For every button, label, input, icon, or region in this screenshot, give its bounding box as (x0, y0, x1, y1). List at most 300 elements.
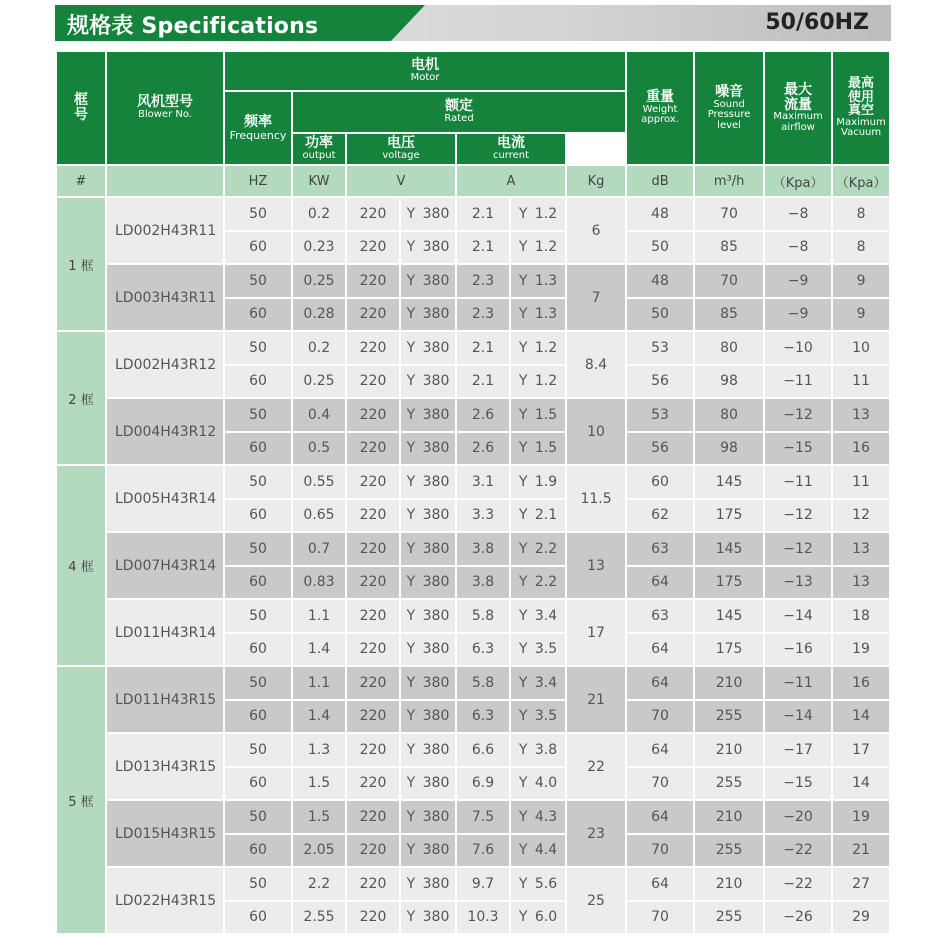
cell-vacuum: −12 (765, 533, 831, 565)
voltage-y-prefix: Y (406, 239, 416, 256)
header-vacuum-cn1: 最高 (848, 76, 875, 92)
cell-pressure: 9 (833, 299, 889, 331)
header-vacuum-cn2: 使用 (848, 89, 875, 105)
cell-power: 0.23 (293, 232, 345, 264)
current-y-value: 1.3 (534, 306, 558, 323)
header-noise-en2: Pressure (707, 109, 751, 121)
cell-airflow: 255 (695, 902, 763, 934)
cell-pressure: 11 (833, 366, 889, 398)
model-name: LD011H43R15 (107, 667, 223, 732)
cell-current-y (511, 634, 565, 666)
cell-voltage-220: 220 (347, 868, 399, 900)
cell-voltage-y (401, 299, 455, 331)
unit-airflow: m³/h (695, 166, 763, 196)
cell-voltage-y (401, 466, 455, 498)
model-name: LD007H43R14 (107, 533, 223, 598)
current-y-prefix: Y (518, 306, 528, 323)
cell-noise: 53 (627, 332, 693, 364)
voltage-y-prefix: Y (406, 708, 416, 725)
cell-vacuum: −11 (765, 466, 831, 498)
current-y-value: 3.5 (534, 641, 558, 658)
voltage-y-value: 380 (422, 842, 450, 859)
cell-voltage-y (401, 500, 455, 532)
voltage-y-value: 380 (422, 875, 450, 892)
cell-pressure: 29 (833, 902, 889, 934)
cell-power: 1.4 (293, 634, 345, 666)
cell-power: 0.83 (293, 567, 345, 599)
cell-pressure: 13 (833, 399, 889, 431)
cell-power: 2.2 (293, 868, 345, 900)
cell-voltage-y (401, 835, 455, 867)
cell-current-y (511, 667, 565, 699)
cell-pressure: 9 (833, 265, 889, 297)
header-model (107, 52, 223, 164)
current-y-prefix: Y (518, 909, 528, 926)
cell-current-220: 2.1 (457, 332, 509, 364)
cell-noise: 60 (627, 466, 693, 498)
voltage-y-value: 380 (422, 205, 450, 222)
cell-vacuum: −9 (765, 299, 831, 331)
cell-voltage-220: 220 (347, 332, 399, 364)
cell-voltage-220: 220 (347, 399, 399, 431)
cell-noise: 64 (627, 634, 693, 666)
cell-current-y (511, 533, 565, 565)
cell-noise: 70 (627, 701, 693, 733)
cell-airflow: 98 (695, 366, 763, 398)
current-y-prefix: Y (518, 440, 528, 457)
cell-power: 1.5 (293, 768, 345, 800)
header-voltage-cn: 电压 (387, 135, 415, 152)
cell-voltage-220: 220 (347, 701, 399, 733)
current-y-value: 2.2 (534, 540, 558, 557)
header-weight-en1: Weight (642, 103, 678, 115)
voltage-y-value: 380 (422, 272, 450, 289)
header-weight (627, 52, 693, 164)
current-y-prefix: Y (518, 473, 528, 490)
cell-noise: 70 (627, 768, 693, 800)
cell-pressure: 14 (833, 701, 889, 733)
cell-voltage-220: 220 (347, 835, 399, 867)
frame-label: 5 框 (57, 667, 105, 933)
cell-vacuum: −20 (765, 801, 831, 833)
cell-power: 0.7 (293, 533, 345, 565)
cell-current-y (511, 835, 565, 867)
unit-voltage: V (347, 166, 455, 196)
cell-current-220: 6.9 (457, 768, 509, 800)
header-vacuum-en2: Vacuum (841, 127, 882, 139)
cell-current-220: 2.3 (457, 299, 509, 331)
cell-noise: 70 (627, 835, 693, 867)
voltage-y-prefix: Y (406, 641, 416, 658)
cell-voltage-y (401, 701, 455, 733)
current-y-value: 3.8 (534, 741, 558, 758)
cell-voltage-y (401, 902, 455, 934)
cell-power: 1.1 (293, 600, 345, 632)
cell-vacuum: −26 (765, 902, 831, 934)
model-name: LD005H43R14 (107, 466, 223, 531)
cell-vacuum: −13 (765, 567, 831, 599)
current-y-prefix: Y (518, 272, 528, 289)
cell-vacuum: −11 (765, 366, 831, 398)
cell-power: 0.25 (293, 366, 345, 398)
table-row (57, 399, 891, 431)
voltage-y-value: 380 (422, 741, 450, 758)
header-frame-label: 框号 (74, 92, 88, 123)
cell-vacuum: −14 (765, 701, 831, 733)
header-airflow-cn2: 流量 (784, 96, 813, 113)
cell-voltage-y (401, 433, 455, 465)
cell-current-220: 5.8 (457, 600, 509, 632)
voltage-y-value: 380 (422, 406, 450, 423)
cell-current-y (511, 265, 565, 297)
voltage-y-prefix: Y (406, 406, 416, 423)
cell-voltage-y (401, 768, 455, 800)
units-row (57, 166, 891, 196)
cell-vacuum: −12 (765, 500, 831, 532)
current-y-value: 2.1 (534, 507, 558, 524)
voltage-y-prefix: Y (406, 373, 416, 390)
cell-current-220: 6.3 (457, 701, 509, 733)
cell-voltage-220: 220 (347, 768, 399, 800)
header-weight-en2: approx. (641, 114, 679, 126)
current-y-prefix: Y (518, 205, 528, 222)
header-airflow (765, 52, 831, 164)
cell-pressure: 8 (833, 232, 889, 264)
cell-airflow: 70 (695, 198, 763, 230)
cell-power: 0.5 (293, 433, 345, 465)
voltage-y-prefix: Y (406, 306, 416, 323)
cell-current-y (511, 868, 565, 900)
cell-pressure: 12 (833, 500, 889, 532)
voltage-y-value: 380 (422, 775, 450, 792)
unit-weight: Kg (567, 166, 625, 196)
header-vacuum (833, 52, 889, 164)
page-title: 规格表 Specifications (67, 14, 319, 39)
cell-voltage-220: 220 (347, 299, 399, 331)
cell-pressure: 14 (833, 768, 889, 800)
cell-current-220: 2.1 (457, 198, 509, 230)
cell-voltage-220: 220 (347, 567, 399, 599)
cell-current-220: 10.3 (457, 902, 509, 934)
cell-voltage-y (401, 232, 455, 264)
cell-pressure: 13 (833, 567, 889, 599)
cell-power: 1.1 (293, 667, 345, 699)
model-name: LD013H43R15 (107, 734, 223, 799)
current-y-prefix: Y (518, 373, 528, 390)
current-y-prefix: Y (518, 641, 528, 658)
cell-voltage-y (401, 198, 455, 230)
cell-noise: 56 (627, 433, 693, 465)
cell-voltage-220: 220 (347, 265, 399, 297)
header-noise-en3: level (717, 119, 741, 131)
header-current (457, 134, 565, 164)
cell-power: 2.05 (293, 835, 345, 867)
unit-model (107, 166, 223, 196)
cell-airflow: 145 (695, 466, 763, 498)
current-y-prefix: Y (518, 507, 528, 524)
cell-power: 2.55 (293, 902, 345, 934)
cell-voltage-y (401, 399, 455, 431)
cell-voltage-220: 220 (347, 801, 399, 833)
cell-voltage-220: 220 (347, 500, 399, 532)
header-model-cn: 风机型号 (137, 94, 193, 111)
cell-noise: 56 (627, 366, 693, 398)
cell-weight: 7 (567, 265, 625, 330)
cell-weight: 22 (567, 734, 625, 799)
cell-airflow: 210 (695, 801, 763, 833)
cell-airflow: 98 (695, 433, 763, 465)
current-y-prefix: Y (518, 708, 528, 725)
header-frequency (225, 92, 291, 164)
cell-frequency: 50 (225, 734, 291, 766)
cell-current-220: 3.1 (457, 466, 509, 498)
cell-noise: 64 (627, 567, 693, 599)
header-vacuum-en1: Maximum (836, 116, 886, 128)
cell-voltage-220: 220 (347, 198, 399, 230)
cell-current-220: 7.6 (457, 835, 509, 867)
current-y-value: 1.2 (534, 373, 558, 390)
cell-noise: 63 (627, 600, 693, 632)
cell-frequency: 60 (225, 567, 291, 599)
cell-power: 0.2 (293, 332, 345, 364)
current-y-value: 4.3 (534, 808, 558, 825)
cell-power: 0.28 (293, 299, 345, 331)
cell-vacuum: −16 (765, 634, 831, 666)
cell-frequency: 50 (225, 868, 291, 900)
cell-frequency: 60 (225, 768, 291, 800)
unit-frequency: HZ (225, 166, 291, 196)
cell-weight: 21 (567, 667, 625, 732)
cell-noise: 50 (627, 299, 693, 331)
current-y-value: 4.4 (534, 842, 558, 859)
voltage-y-prefix: Y (406, 339, 416, 356)
cell-pressure: 18 (833, 600, 889, 632)
voltage-y-prefix: Y (406, 205, 416, 222)
current-y-prefix: Y (518, 741, 528, 758)
header-power (293, 134, 345, 164)
voltage-y-prefix: Y (406, 808, 416, 825)
cell-voltage-220: 220 (347, 902, 399, 934)
cell-frequency: 50 (225, 533, 291, 565)
cell-frequency: 50 (225, 399, 291, 431)
voltage-y-prefix: Y (406, 909, 416, 926)
cell-airflow: 85 (695, 232, 763, 264)
cell-airflow: 255 (695, 768, 763, 800)
current-y-value: 1.2 (534, 205, 558, 222)
cell-current-y (511, 567, 565, 599)
cell-voltage-y (401, 265, 455, 297)
cell-voltage-220: 220 (347, 433, 399, 465)
current-y-prefix: Y (518, 574, 528, 591)
cell-airflow: 210 (695, 734, 763, 766)
cell-pressure: 27 (833, 868, 889, 900)
cell-frequency: 50 (225, 600, 291, 632)
cell-voltage-y (401, 734, 455, 766)
header-frequency-cn: 频率 (244, 113, 272, 130)
cell-current-y (511, 466, 565, 498)
header-frequency-en: Frequency (229, 128, 287, 142)
cell-vacuum: −22 (765, 868, 831, 900)
table-row (57, 265, 891, 297)
cell-voltage-y (401, 332, 455, 364)
voltage-y-value: 380 (422, 574, 450, 591)
cell-current-y (511, 198, 565, 230)
current-y-prefix: Y (518, 540, 528, 557)
table-row (57, 332, 891, 364)
cell-current-220: 6.6 (457, 734, 509, 766)
current-y-prefix: Y (518, 808, 528, 825)
header-power-en: output (302, 150, 336, 162)
voltage-y-prefix: Y (406, 540, 416, 557)
unit-current: A (457, 166, 565, 196)
cell-frequency: 60 (225, 902, 291, 934)
current-y-value: 4.0 (534, 775, 558, 792)
cell-voltage-y (401, 533, 455, 565)
frame-label: 1 框 (57, 198, 105, 330)
cell-airflow: 175 (695, 500, 763, 532)
cell-noise: 64 (627, 801, 693, 833)
voltage-y-value: 380 (422, 473, 450, 490)
cell-frequency: 60 (225, 433, 291, 465)
voltage-y-value: 380 (422, 708, 450, 725)
frequency-label: 50/60HZ (765, 10, 869, 35)
cell-noise: 64 (627, 734, 693, 766)
cell-noise: 62 (627, 500, 693, 532)
cell-voltage-220: 220 (347, 466, 399, 498)
voltage-y-prefix: Y (406, 473, 416, 490)
voltage-y-prefix: Y (406, 674, 416, 691)
header-motor-cn: 电机 (411, 57, 440, 74)
cell-voltage-y (401, 567, 455, 599)
cell-frequency: 50 (225, 801, 291, 833)
cell-current-220: 9.7 (457, 868, 509, 900)
cell-frequency: 60 (225, 366, 291, 398)
cell-airflow: 175 (695, 567, 763, 599)
cell-weight: 25 (567, 868, 625, 933)
current-y-prefix: Y (518, 842, 528, 859)
cell-current-y (511, 801, 565, 833)
voltage-y-prefix: Y (406, 272, 416, 289)
voltage-y-prefix: Y (406, 607, 416, 624)
cell-current-220: 2.3 (457, 265, 509, 297)
current-y-prefix: Y (518, 674, 528, 691)
cell-noise: 48 (627, 198, 693, 230)
header-rated (293, 92, 625, 132)
cell-pressure: 17 (833, 734, 889, 766)
cell-weight: 17 (567, 600, 625, 665)
cell-power: 0.55 (293, 466, 345, 498)
voltage-y-value: 380 (422, 909, 450, 926)
cell-frequency: 60 (225, 500, 291, 532)
header-airflow-en1: Maximum (773, 111, 823, 123)
cell-weight: 11.5 (567, 466, 625, 531)
cell-current-220: 7.5 (457, 801, 509, 833)
cell-voltage-220: 220 (347, 600, 399, 632)
table-row (57, 533, 891, 565)
cell-current-y (511, 600, 565, 632)
current-y-prefix: Y (518, 875, 528, 892)
cell-current-220: 5.8 (457, 667, 509, 699)
cell-frequency: 50 (225, 198, 291, 230)
header-rated-en: Rated (444, 113, 474, 125)
table-row (57, 868, 891, 900)
cell-airflow: 80 (695, 399, 763, 431)
cell-current-220: 6.3 (457, 634, 509, 666)
frame-label: 2 框 (57, 332, 105, 464)
header-model-en: Blower No. (138, 109, 192, 121)
current-y-value: 3.5 (534, 708, 558, 725)
voltage-y-value: 380 (422, 339, 450, 356)
cell-airflow: 85 (695, 299, 763, 331)
model-name: LD022H43R15 (107, 868, 223, 933)
model-name: LD015H43R15 (107, 801, 223, 866)
cell-voltage-220: 220 (347, 667, 399, 699)
current-y-value: 1.2 (534, 239, 558, 256)
cell-current-220: 3.8 (457, 567, 509, 599)
model-name: LD002H43R12 (107, 332, 223, 397)
cell-weight: 6 (567, 198, 625, 263)
voltage-y-value: 380 (422, 808, 450, 825)
cell-noise: 48 (627, 265, 693, 297)
cell-weight: 23 (567, 801, 625, 866)
table-row (57, 801, 891, 833)
cell-current-220: 2.1 (457, 232, 509, 264)
current-y-value: 3.4 (534, 674, 558, 691)
header-motor (225, 52, 625, 90)
header-noise-cn: 噪音 (715, 83, 744, 100)
frame-label: 4 框 (57, 466, 105, 665)
cell-vacuum: −11 (765, 667, 831, 699)
cell-power: 1.4 (293, 701, 345, 733)
voltage-y-value: 380 (422, 674, 450, 691)
cell-vacuum: −15 (765, 433, 831, 465)
cell-pressure: 11 (833, 466, 889, 498)
header-current-cn: 电流 (497, 135, 525, 152)
header-power-cn: 功率 (305, 135, 333, 152)
unit-vacuum: （Kpa） (765, 166, 831, 196)
title-banner (55, 5, 891, 41)
voltage-y-prefix: Y (406, 741, 416, 758)
cell-pressure: 21 (833, 835, 889, 867)
cell-current-y (511, 232, 565, 264)
cell-vacuum: −10 (765, 332, 831, 364)
cell-current-220: 2.6 (457, 433, 509, 465)
cell-vacuum: −14 (765, 600, 831, 632)
cell-current-220: 3.8 (457, 533, 509, 565)
cell-pressure: 16 (833, 667, 889, 699)
cell-pressure: 16 (833, 433, 889, 465)
cell-voltage-220: 220 (347, 366, 399, 398)
cell-voltage-y (401, 667, 455, 699)
cell-current-y (511, 768, 565, 800)
cell-current-y (511, 433, 565, 465)
spec-body (57, 198, 891, 933)
cell-power: 0.25 (293, 265, 345, 297)
cell-power: 1.5 (293, 801, 345, 833)
header-voltage-en: voltage (382, 150, 420, 162)
current-y-prefix: Y (518, 775, 528, 792)
current-y-value: 1.5 (534, 406, 558, 423)
unit-noise: dB (627, 166, 693, 196)
current-y-value: 1.9 (534, 473, 558, 490)
voltage-y-prefix: Y (406, 842, 416, 859)
current-y-prefix: Y (518, 339, 528, 356)
cell-airflow: 210 (695, 667, 763, 699)
cell-frequency: 60 (225, 232, 291, 264)
header-airflow-en2: airflow (781, 121, 815, 133)
cell-power: 1.3 (293, 734, 345, 766)
unit-frame: # (57, 166, 105, 196)
